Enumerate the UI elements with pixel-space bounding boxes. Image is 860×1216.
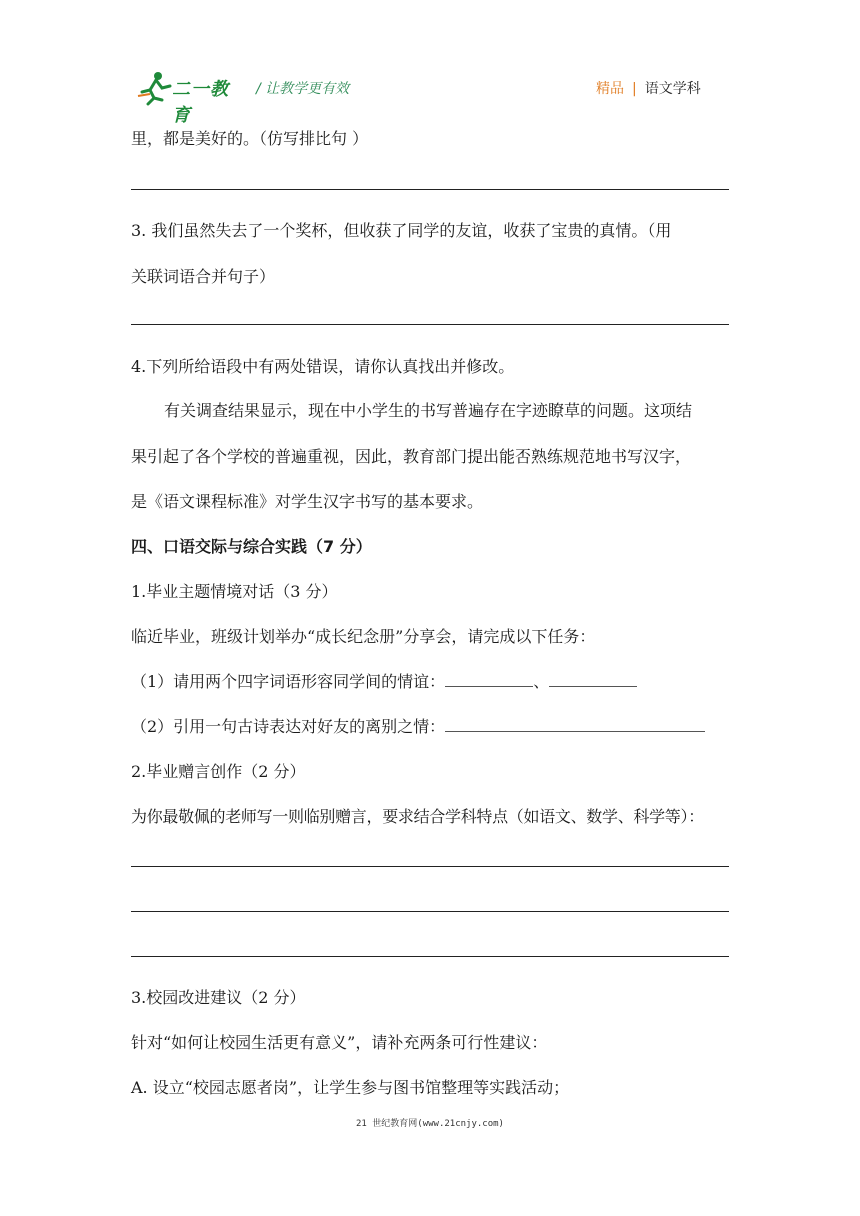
answer-line: [131, 911, 729, 912]
section-heading: 四、口语交际与综合实践（7 分）: [131, 537, 372, 556]
task-2: [131, 714, 705, 737]
question-3-cont: 关联词语合并句子）: [131, 267, 276, 286]
question-4: 4.下列所给语段中有两处错误，请你认真找出并修改。: [131, 357, 515, 376]
runner-icon: [136, 70, 176, 106]
answer-line: [131, 324, 729, 325]
subsection-2: 2.毕业赠言创作（2 分）: [131, 762, 306, 781]
task-2-text: （2）引用一句古诗表达对好友的离别之情：: [131, 717, 446, 736]
paragraph-line: 是《语文课程标准》对学生汉字书写的基本要求。: [131, 492, 484, 511]
quality-label: 精品: [596, 81, 624, 97]
header-separator: |: [632, 81, 637, 97]
logo: [136, 70, 246, 126]
blank-field[interactable]: [549, 672, 637, 687]
logo-text: 二一教育: [172, 79, 229, 126]
suggestion-a: A. 设立“校园志愿者岗”，让学生参与图书馆整理等实践活动；: [131, 1078, 570, 1097]
header-subject: [596, 78, 701, 98]
answer-line: [131, 866, 729, 867]
subsection-3-desc: 针对“如何让校园生活更有意义”，请补充两条可行性建议：: [131, 1033, 548, 1052]
subsection-1: 1.毕业主题情境对话（3 分）: [131, 582, 338, 601]
text-line: 里，都是美好的。（仿写排比句 ）: [131, 129, 369, 148]
answer-line: [131, 956, 729, 957]
task-1-text: （1）请用两个四字词语形容同学间的情谊：: [131, 672, 446, 691]
page-footer: 21 世纪教育网(www.21cnjy.com): [356, 1119, 504, 1129]
blank-separator: 、: [533, 672, 550, 691]
answer-line: [131, 189, 729, 190]
blank-field[interactable]: [445, 717, 705, 732]
paragraph-line: 果引起了各个学校的普遍重视，因此，教育部门提出能否熟练规范地书写汉字，: [131, 447, 692, 466]
question-3: 3. 我们虽然失去了一个奖杯，但收获了同学的友谊，收获了宝贵的真情。（用: [131, 221, 672, 240]
subsection-2-desc: 为你最敬佩的老师写一则临别赠言，要求结合学科特点（如语文、数学、科学等）：: [131, 807, 704, 826]
paragraph-line: 有关调查结果显示，现在中小学生的书写普遍存在字迹瞭草的问题。这项结: [164, 401, 693, 420]
blank-field[interactable]: [445, 672, 533, 687]
subsection-3: 3.校园改进建议（2 分）: [131, 988, 306, 1007]
subject-label: 语文学科: [644, 81, 701, 97]
slogan: / 让教学更有效: [256, 81, 350, 97]
page-header: [0, 0, 860, 126]
subsection-1-desc: 临近毕业，班级计划举办“成长纪念册”分享会，请完成以下任务：: [131, 627, 596, 646]
task-1: [131, 669, 637, 692]
